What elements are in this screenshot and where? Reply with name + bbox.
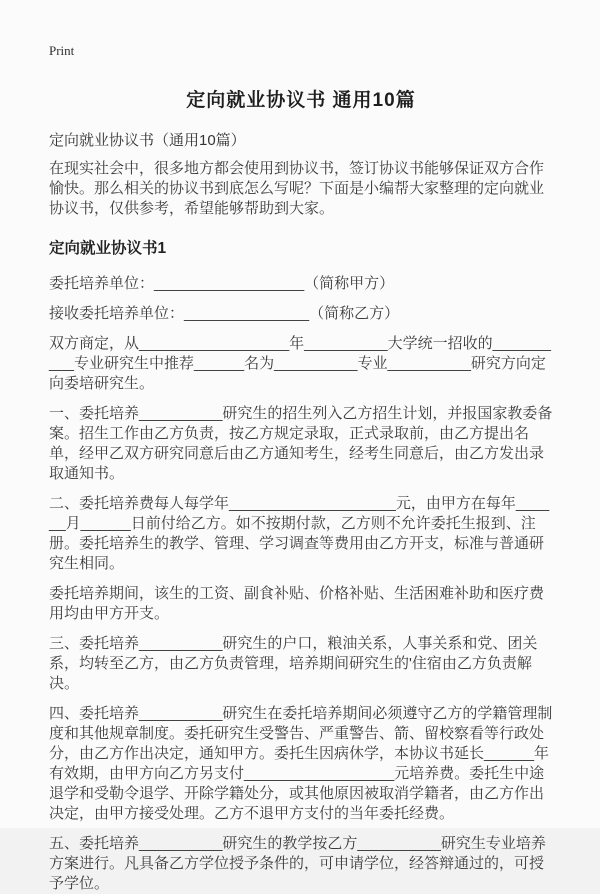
clause-3: 三、委托培养__________研究生的户口，粮油关系，人事关系和党、团关系，均转至乙方，由乙方负责管理，培养期间研究生的'住宿由乙方负责解决。 [49,635,538,692]
party-a-line: 委托培养单位：__________________（简称甲方） [49,275,395,292]
clause-2: 二、委托培养费每人每学年____________________元，由甲方在每年______月______日前付给乙方。如不按期付款，乙方则不允许委托生报到、注册。委托培养生的教学、管理、学习调查等费用由乙方开支，标准与普通研究生相同。 [49,495,550,572]
document-title: 定向就业协议书 通用10篇 [186,90,416,111]
clause-1: 一、委托培养__________研究生的招生列入乙方招生计划，并报国家教委备案。招生工作由乙方负责，按乙方规定录取，正式录取前，由乙方提出名单，经甲乙双方研究同意后由乙方通知考生，经考生同意后，由乙方发出录取通知书。 [49,405,553,482]
intro-paragraph: 在现实社会中，很多地方都会使用到协议书，签订协议书能够保证双方合作愉快。那么相关的协议书到底怎么写呢？下面是小编帮大家整理的定向就业协议书，仅供参考，希望能够帮助到大家。 [49,160,545,217]
clause-4: 四、委托培养__________研究生在委托培养期间必须遵守乙方的学籍管理制度和其他规章制度。委托研究生受警告、严重警告、箭、留校察看等行政处分，由乙方作出决定，通知甲方。委托生因病休学，本协议书延长______年有效期，由甲方向乙方另支付__________________元培养费。委托生中途退学和受勒令退学、开除学籍处分，或其他原因被取消学籍者，由乙方作出决定，由甲方接受处理。乙方不退甲方支付的当年委托经费。 [49,705,553,822]
agreement-intro: 双方商定，从__________________年__________大学统一招收的__________专业研究生中推荐______名为__________专业__________研究方向定向委培研究生。 [49,335,551,392]
clause-5: 五、委托培养__________研究生的教学按乙方__________研究生专业培养方案进行。凡具备乙方学位授予条件的，可申请学位，经答辩通过的，可授予学位。 [49,835,546,892]
party-b-line: 接收委托培养单位：_______________（简称乙方） [49,305,400,322]
section-heading: 定向就业协议书1 [49,240,167,257]
clause-2-supplement: 委托培养期间，该生的工资、副食补贴、价格补贴、生活困难补助和医疗费用均由甲方开支。 [49,585,545,622]
document-subtitle: 定向就业协议书（通用10篇） [49,132,246,149]
print-link[interactable]: Print [49,43,75,58]
